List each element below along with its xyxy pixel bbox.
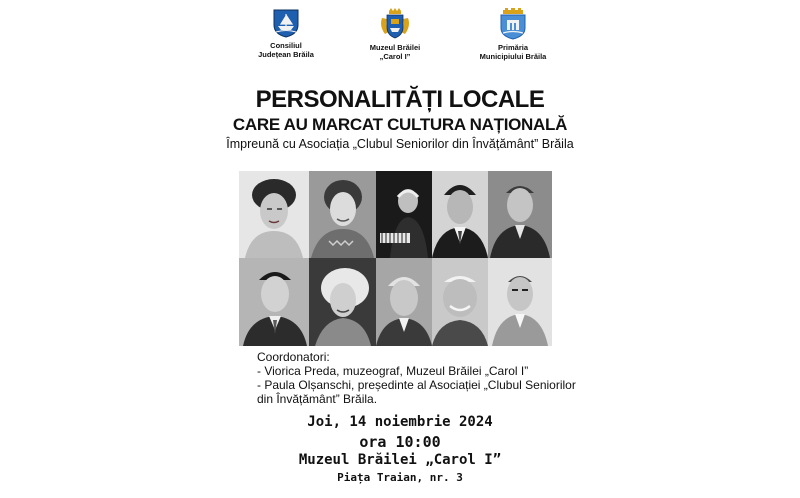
city-hall-logo — [448, 8, 578, 61]
portrait-photo — [309, 258, 376, 346]
county-crest-icon — [272, 8, 300, 38]
coordinators-block — [257, 350, 577, 406]
logo-label-line1: Muzeul Brăilei — [369, 43, 421, 52]
portrait-photo — [239, 258, 309, 346]
coordinator-line: - Paula Olșanschi, președinte al Asociației „Clubul Seniorilor — [257, 378, 576, 392]
event-date: Joi, 14 noiembrie 2024 — [307, 414, 493, 430]
logos-row — [0, 8, 800, 68]
portrait-photo — [488, 258, 552, 346]
portrait-collage — [239, 171, 552, 346]
portrait-photo — [376, 171, 432, 258]
event-venue: Muzeul Brăilei „Carol I” — [298, 452, 502, 468]
portrait-photo — [239, 171, 309, 258]
portrait-photo — [309, 171, 376, 258]
logo-label-line2: „Carol I” — [379, 52, 411, 61]
logo-label-line1: Primăria — [497, 43, 529, 52]
logo-label-line2: Județean Brăila — [258, 50, 314, 59]
portrait-photo — [432, 171, 488, 258]
city-crest-icon — [499, 8, 527, 40]
event-address: Piața Traian, nr. 3 — [337, 471, 463, 484]
portrait-photo — [376, 258, 432, 346]
logo-label-line2: Municipiului Brăila — [479, 52, 547, 61]
poster-title: PERSONALITĂȚI LOCALE — [255, 86, 545, 113]
logo-label-line1: Consiliul — [270, 41, 302, 50]
coordinator-line: din Învățământ” Brăila. — [257, 392, 378, 406]
museum-crest-icon — [379, 8, 411, 40]
portrait-photo — [488, 171, 552, 258]
coordinators-heading: Coordonatori: — [257, 350, 330, 364]
poster-subtitle: CARE AU MARCAT CULTURA NAȚIONALĂ — [232, 115, 568, 134]
event-time: ora 10:00 — [359, 433, 441, 451]
museum-logo — [330, 8, 460, 61]
coordinator-line: - Viorica Preda, muzeograf, Muzeul Brăilei „Carol I” — [257, 364, 529, 378]
partner-line: Împreună cu Asociația „Clubul Seniorilor din Învățământ” Brăila — [226, 137, 574, 151]
portrait-photo — [432, 258, 488, 346]
